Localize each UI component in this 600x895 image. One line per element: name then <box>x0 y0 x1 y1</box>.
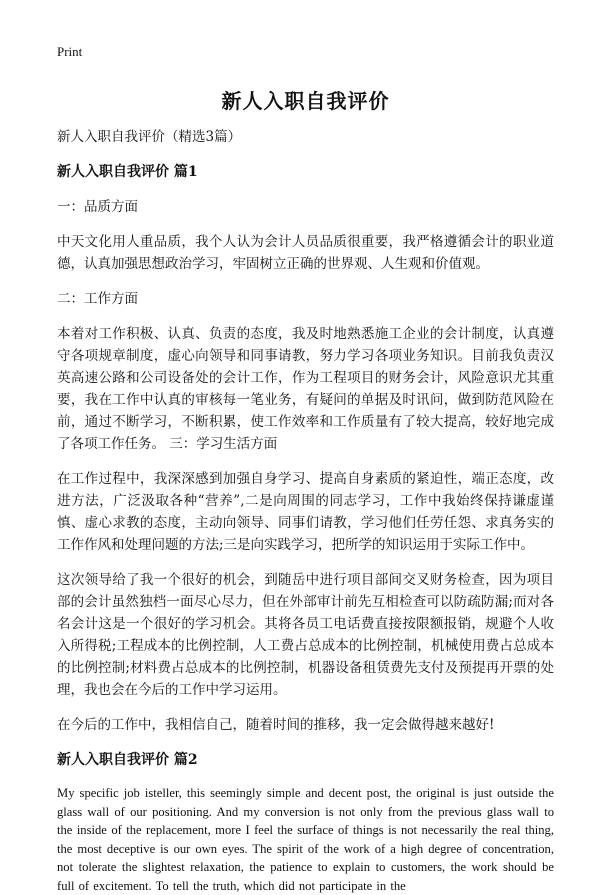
quality-paragraph: 中天文化用人重品质，我个人认为会计人员品质很重要，我严格遵循会计的职业道德，认真加强思想政治学习，牢固树立正确的世界观、人生观和价值观。 <box>57 234 554 272</box>
part2-heading: 新人入职自我评价 篇2 <box>57 752 198 768</box>
inspection-paragraph: 这次领导给了我一个很好的机会，到随岳中进行项目部间交叉财务检查，因为项目部的会计虽然独档一面尽心尽力，但在外部审计前先互相检查可以防疏防漏;而对各名会计这是一个很好的学习机会。其将各员工电话费直接按限额报销，规避个人收入所得税;工程成本的比例控制，人工费占总成本的比例控制，机械使用费占总成本的比例控制;材料费占总成本的比例控制，机器设备租赁费先支付及预提再开票的处理，我也会在今后的工作中学习运用。 <box>57 572 554 698</box>
future-paragraph: 在今后的工作中，我相信自己，随着时间的推移，我一定会做得越来越好! <box>57 717 495 733</box>
work-paragraph: 本着对工作积极、认真、负责的态度，我及时地熟悉施工企业的会计制度，认真遵守各项规章制度，虚心向领导和同事请教，努力学习各项业务知识。目前我负责汉英高速公路和公司设备处的会计工作，作为工程项目的财务会计，风险意识尤其重要，我在工作中认真的审核每一笔业务，有疑问的单据及时讯问，做到防范风险在前，通过不断学习，不断积累，使工作效率和工作质量有了较大提高，较好地完成了各项工作任务。 三：学习生活方面 <box>57 326 554 452</box>
study-paragraph: 在工作过程中，我深深感到加强自身学习、提高自身素质的紧迫性，端正态度，改进方法，广泛汲取各种“营养”,二是向周围的同志学习，工作中我始终保持谦虚谨慎、虚心求教的态度，主动向领导、同事们请教，学习他们任劳任怨、求真务实的工作作风和处理问题的方法;三是向实践学习，把所学的知识运用于实际工作中。 <box>57 471 554 553</box>
document-subtitle: 新人入职自我评价（精选3篇） <box>57 129 242 145</box>
work-section-heading: 二：工作方面 <box>57 291 138 307</box>
part1-heading: 新人入职自我评价 篇1 <box>57 164 198 180</box>
english-paragraph: My specific job isteller, this seemingly simple and decent post, the original is just outside the glass wall of our positioning. And my conversion is not only from the previous glass wall to the inside of the replacement, more I feel the surface of things is not necessarily the real thing, the most deceptive is our own eyes. The spirit of the work of a high degree of concentration, not tolerate the slightest relaxation, the patience to explain to customers, the work should be full of excitement. To tell the truth, which did not participate in the <box>57 786 554 893</box>
document-title: 新人入职自我评价 <box>221 89 390 113</box>
quality-section-heading: 一：品质方面 <box>57 199 138 215</box>
print-label[interactable]: Print <box>57 44 83 59</box>
